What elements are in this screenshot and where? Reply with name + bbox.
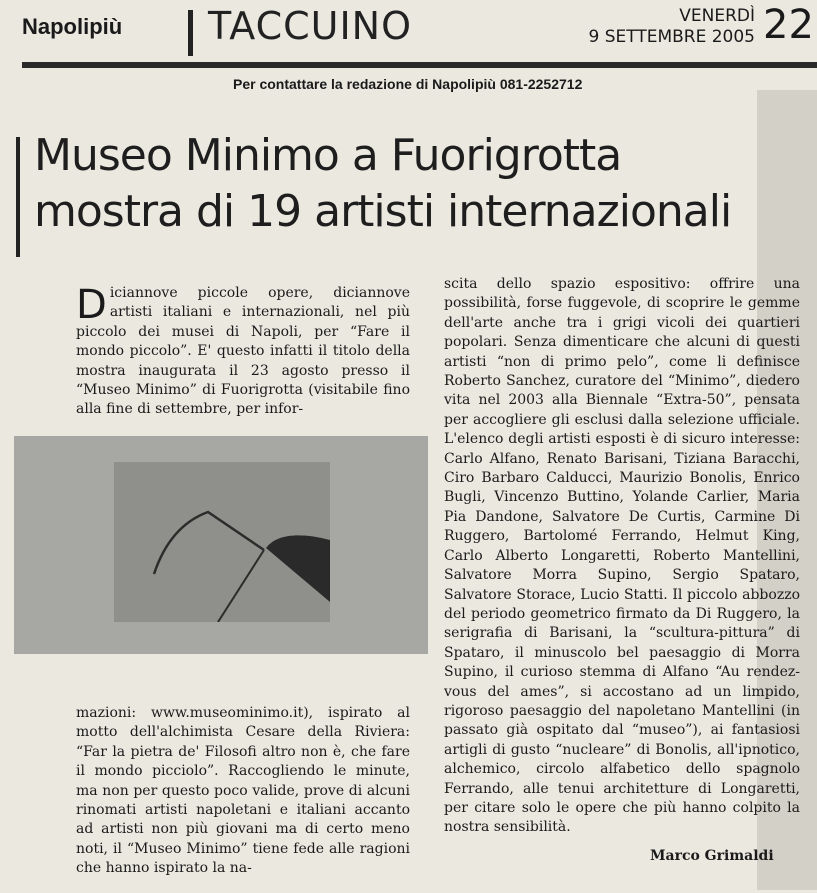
header-divider [188, 10, 193, 56]
header-rule [22, 62, 817, 68]
artwork-photo [14, 436, 428, 654]
artwork-dark-shape [266, 535, 330, 602]
drop-cap: D [76, 282, 107, 328]
headline-bar [16, 137, 20, 257]
headline-line-2: mostra di 19 artisti internazionali [34, 186, 732, 237]
artwork-canvas [114, 462, 330, 622]
column-2: scita dello spazio espositivo: offrire una possibilità, forse fuggevole, di scoprire le gemme dell'arte anche tra i grigi vicoli dei quartieri popolari. Senza dimenticare che alcuni di questi artisti “non di primo pelo”, come li definisce Roberto Sanchez, curatore del “Minimo”, diedero vita nel 2003 alla Biennale “Extra-50”, pensata per accogliere gli esclusi dalla selezione ufficiale. L'elenco degli artisti esposti è di sicuro interesse: Carlo Alfano, Renato Barisani, Tiziana Baracchi, Ciro Barbaro Calducci, Maurizio Bonolis, Enrico Bugli, Vincenzo Buttino, Yolande Carlier, Maria Pia Dandone, Salvatore De Curtis, Carmine Di Ruggero, Bartolomé Ferrando, Helmut King, Carlo Alberto Longaretti, Roberto Mantellini, Salvatore Morra Supino, Sergio Spataro, Salvatore Storace, Lucio Statti. Il piccolo abbozzo del periodo geometrico firmato da Di Ruggero, la serigrafia di Barisani, la “scultura-pittura” di Spataro, il minuscolo bel paesaggio di Morra Supino, il curioso stemma di Alfano “Au rendez-vous del ames”, si accostano ad un limpido, rigoroso paesaggio del napoletano Mantellini (in passato già ospitato dal “museo”), ai fantasiosi artigli di gusto “nucleare” di Bonolis, all'ipnotico, alchemico, circolo alfabetico dello spagnolo Ferrando, alle tenui architetture di Longaretti, per citare solo le opere che più hanno colpito la nostra sensibilità. [444, 276, 800, 836]
contact-line: Per contattare la redazione di Napolipiù 081-2252712 [233, 76, 583, 92]
artwork-line [218, 550, 264, 622]
headline-line-1: Museo Minimo a Fuorigrotta [34, 130, 622, 181]
artwork-drawing [114, 462, 330, 622]
author-byline: Marco Grimaldi [650, 848, 774, 864]
section-title: TACCUINO [208, 4, 413, 48]
weekday: VENERDÌ [679, 6, 755, 26]
masthead: Napolipiù [22, 14, 123, 39]
column-1-bottom: mazioni: www.museominimo.it), ispirato al motto dell'alchimista Cesare della Riviera: “Far la pietra de' Filosofi altro non è, che fare il mondo picciolo”. Raccogliendo le minute, ma non per questo poco valide, prove di alcuni rinomati artisti napoletani e italiani accanto ad artisti non più giovani ma di certo meno noti, il “Museo Minimo” tiene fede alle ragioni che hanno ispirato la na- [76, 705, 410, 877]
column-1-top-text: iciannove piccole opere, diciannove artisti italiani e internazionali, nel più piccolo dei musei di Napoli, per “Fare il mondo piccolo”. E' questo infatti il titolo della mostra inaugurata il 23 agosto presso il “Museo Minimo” di Fuorigrotta (visitabile fino alla fine di settembre, per infor- [76, 285, 410, 418]
column-1-top [76, 284, 410, 420]
page-number: 22 [763, 2, 814, 48]
artwork-curve [154, 512, 264, 574]
article-headline [34, 128, 731, 240]
issue-date: 9 SETTEMBRE 2005 [588, 27, 755, 47]
date-block [555, 6, 755, 48]
